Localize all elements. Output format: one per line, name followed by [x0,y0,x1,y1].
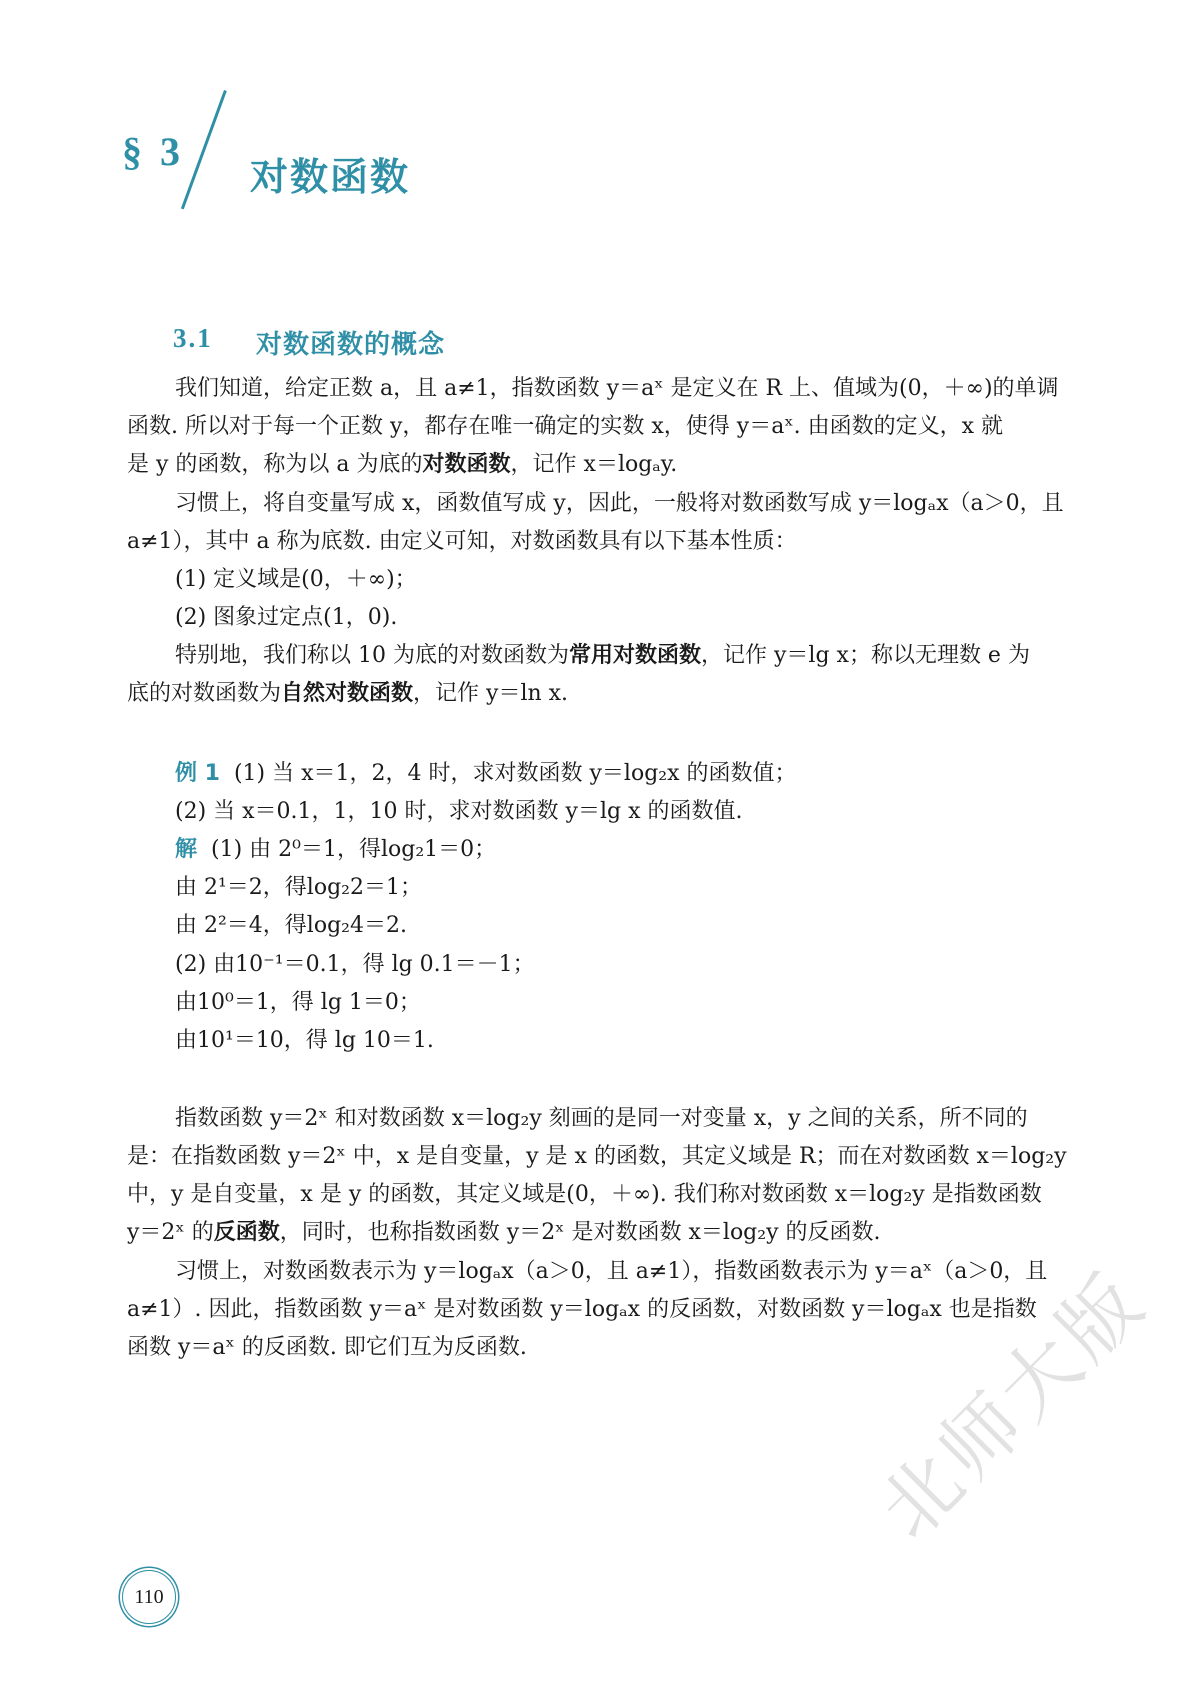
paragraph-line: 函数. 所以对于每一个正数 y，都存在唯一确定的实数 x，使得 y＝aˣ. 由函数的定义，x 就 [127,414,1004,439]
term-natural-log: 自然对数函数 [281,681,414,706]
publisher-watermark: 北师大版 [862,1255,1164,1557]
subsection-title: 对数函数的概念 [256,330,446,360]
title-slash-divider [181,90,227,209]
chapter-title: 对数函数 [250,155,411,199]
property-item: (2) 图象过定点(1，0). [175,605,398,630]
paragraph-line: 特别地，我们称以 10 为底的对数函数为常用对数函数，记作 y＝lg x；称以无理数 e 为 [175,643,1030,668]
solution-line: (2) 由10⁻¹＝0.1，得 lg 0.1＝－1； [175,952,535,977]
paragraph-line: 是 y 的函数，称为以 a 为底的对数函数，记作 x＝logₐy. [127,452,678,477]
solution-label: 解 [175,837,198,862]
solution-line: 由 2²＝4，得log₂4＝2. [175,913,407,938]
paragraph-line: 我们知道，给定正数 a，且 a≠1，指数函数 y＝aˣ 是定义在 R 上、值域为(0，＋∞)的单调 [175,376,1059,401]
solution-line: 由10⁰＝1，得 lg 1＝0； [175,990,421,1015]
page-number: 110 [134,1585,164,1608]
paragraph-line: a≠1），其中 a 称为底数. 由定义可知，对数函数具有以下基本性质： [127,529,797,554]
paragraph-line: 底的对数函数为自然对数函数，记作 y＝ln x. [127,681,569,706]
paragraph-line: 是：在指数函数 y＝2ˣ 中，x 是自变量，y 是 x 的函数，其定义域是 R；而在对数函数 x＝log₂y [127,1144,1067,1169]
paragraph-line: 函数 y＝aˣ 的反函数. 即它们互为反函数. [127,1335,527,1360]
term-common-log: 常用对数函数 [568,643,701,668]
solution-line: 由10¹＝10，得 lg 10＝1. [175,1028,434,1053]
property-item: (1) 定义域是(0，＋∞)； [175,567,417,592]
page-number-badge [122,1570,176,1624]
solution-line: 解 (1) 由 2⁰＝1，得log₂1＝0； [175,837,497,862]
paragraph-line: 习惯上，对数函数表示为 y＝logₐx（a＞0，且 a≠1），指数函数表示为 y＝aˣ（a＞0，且 [175,1259,1048,1284]
section-mark: § 3 [122,129,184,174]
paragraph-line: 中，y 是自变量，x 是 y 的函数，其定义域是(0，＋∞). 我们称对数函数 x＝log₂y 是指数函数 [127,1182,1042,1207]
paragraph-line: y＝2ˣ 的反函数，同时，也称指数函数 y＝2ˣ 是对数函数 x＝log₂y 的反函数. [127,1220,881,1245]
paragraph-line: 指数函数 y＝2ˣ 和对数函数 x＝log₂y 刻画的是同一对变量 x，y 之间的关系，所不同的 [175,1106,1028,1131]
example-label: 例 1 [175,761,220,786]
paragraph-line: 习惯上，将自变量写成 x，函数值写成 y，因此，一般将对数函数写成 y＝logₐx（a＞0，且 [175,491,1064,516]
term-logarithmic-function: 对数函数 [422,452,511,477]
solution-line: 由 2¹＝2，得log₂2＝1； [175,875,422,900]
example-line: 例 1 (1) 当 x＝1，2，4 时，求对数函数 y＝log₂x 的函数值； [175,761,797,786]
term-inverse-function: 反函数 [213,1220,280,1245]
paragraph-line: a≠1）. 因此，指数函数 y＝aˣ 是对数函数 y＝logₐx 的反函数，对数函数 y＝logₐx 也是指数 [127,1297,1037,1322]
subsection-number: 3.1 [173,323,213,353]
example-line: (2) 当 x＝0.1，1，10 时，求对数函数 y＝lg x 的函数值. [175,799,743,824]
